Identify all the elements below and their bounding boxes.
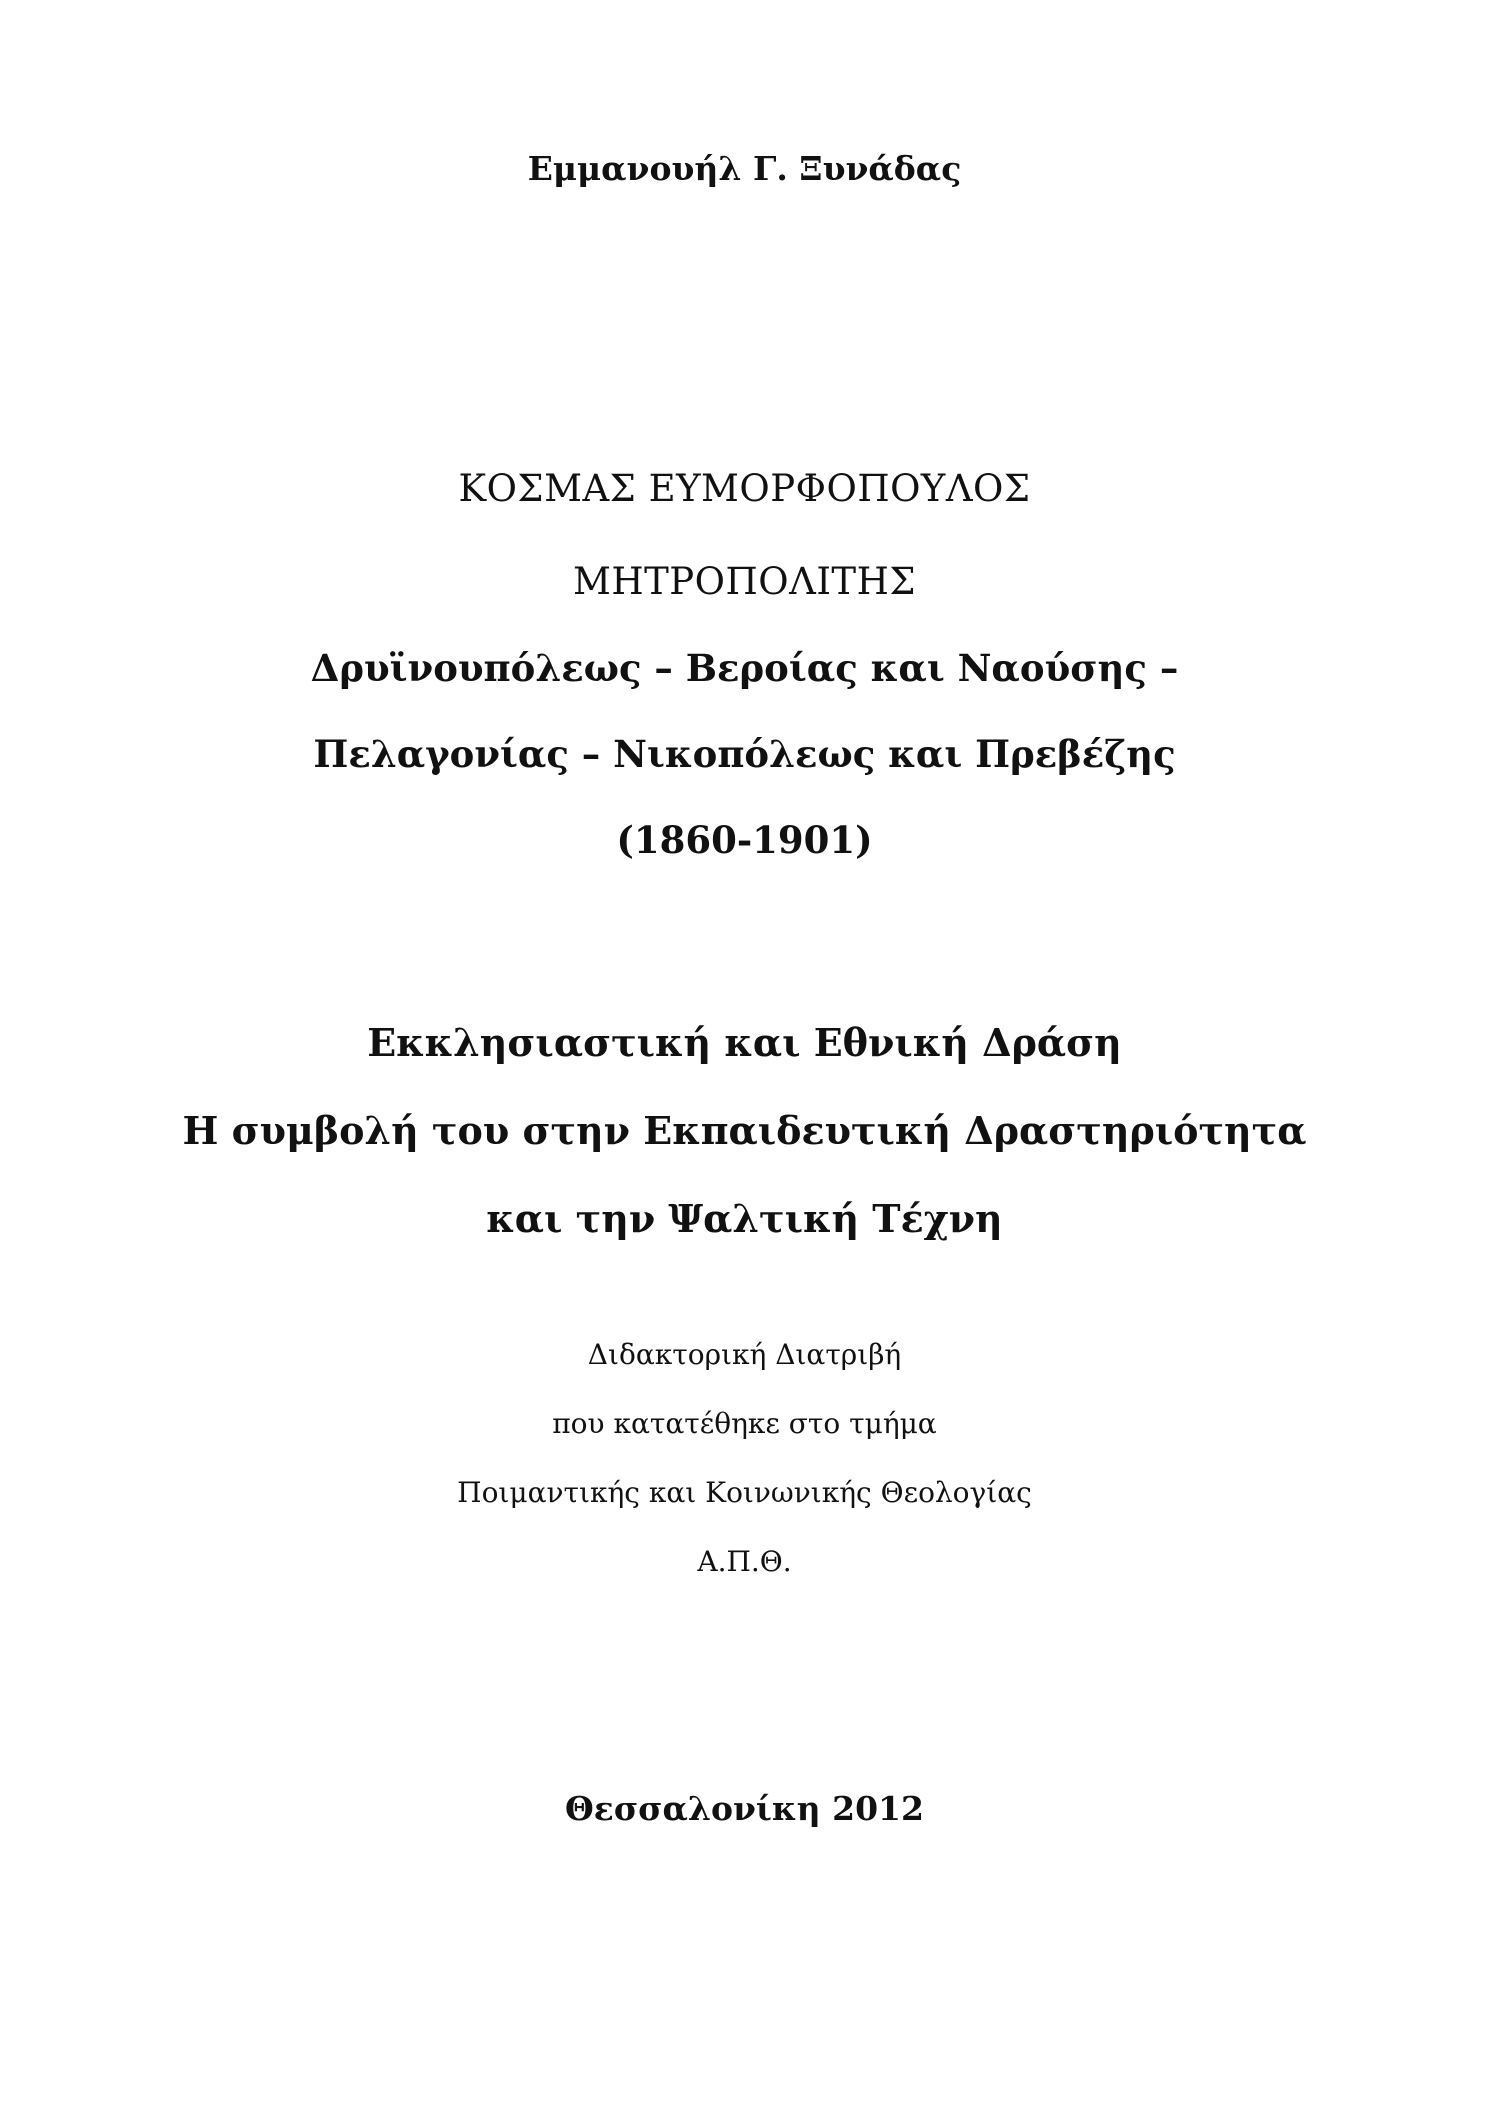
title-line-years: (1860-1901) [616, 818, 873, 862]
subtitle-line-2: Η συμβολή του στην Εκπαιδευτική Δραστηριότητα [182, 1108, 1307, 1153]
thesis-department: Ποιμαντικής και Κοινωνικής Θεολογίας [457, 1476, 1032, 1509]
thesis-type: Διδακτορική Διατριβή [587, 1338, 902, 1371]
subtitle-line-1: Εκκλησιαστική και Εθνική Δράση [367, 1020, 1122, 1065]
title-line-rank: ΜΗΤΡΟΠΟΛΙΤΗΣ [572, 560, 917, 603]
title-line-sees-1: Δρυϊνουπόλεως – Βεροίας και Ναούσης – [310, 646, 1179, 690]
title-line-sees-2: Πελαγονίας – Νικοπόλεως και Πρεβέζης [313, 732, 1176, 776]
author-name: Εμμανουήλ Γ. Ξυνάδας [527, 149, 962, 188]
place-and-year: Θεσσαλονίκη 2012 [565, 1789, 924, 1828]
thesis-university: Α.Π.Θ. [697, 1545, 792, 1578]
subtitle-line-3: και την Ψαλτική Τέχνη [486, 1196, 1003, 1241]
thesis-submitted-to: που κατατέθηκε στο τμήμα [552, 1407, 937, 1440]
title-line-name: ΚΟΣΜΑΣ ΕΥΜΟΡΦΟΠΟΥΛΟΣ [458, 467, 1031, 510]
